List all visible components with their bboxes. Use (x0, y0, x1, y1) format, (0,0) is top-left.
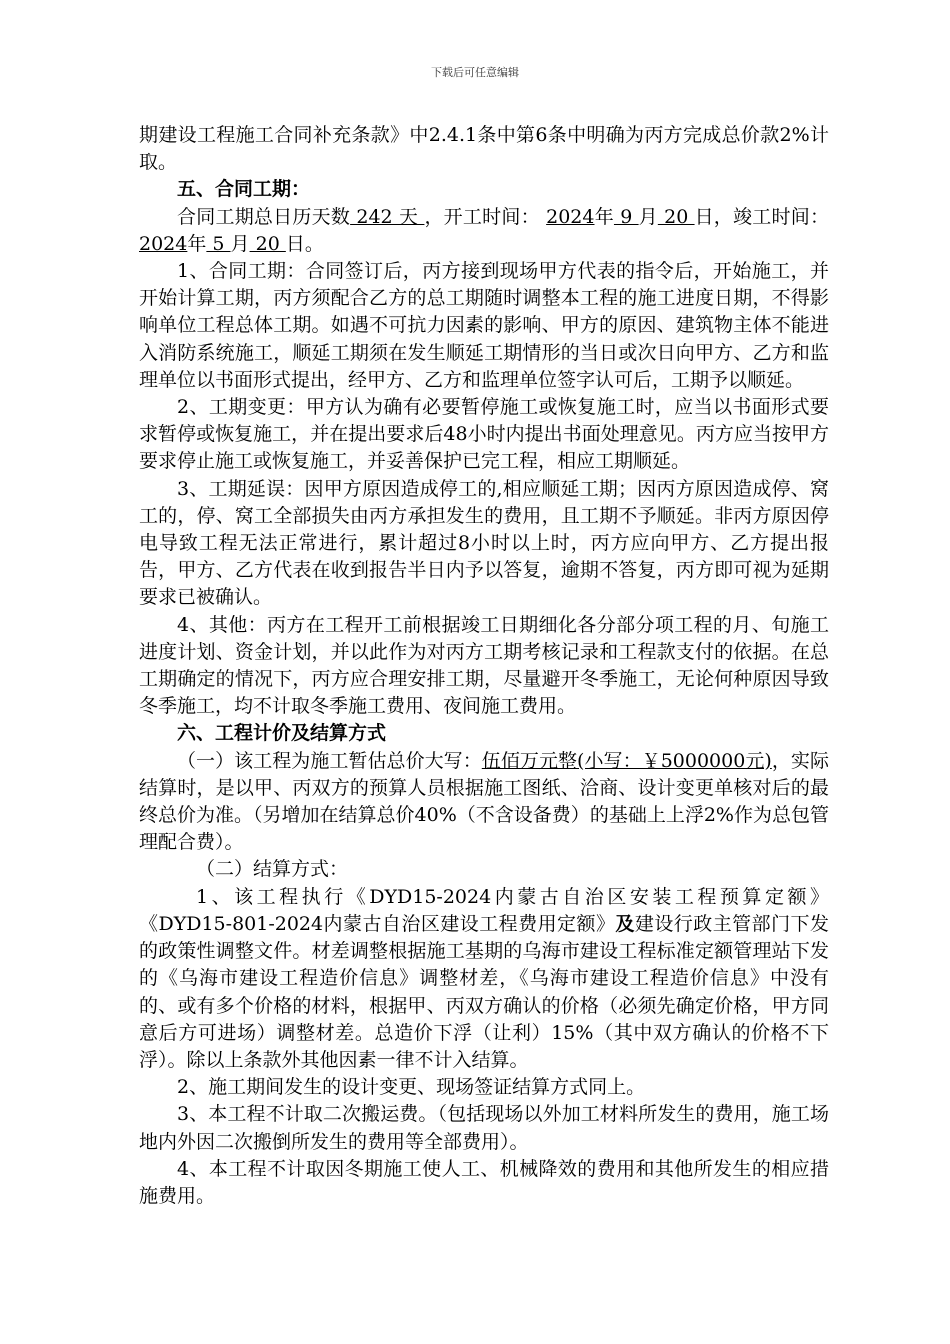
end-month: 5 (206, 232, 231, 255)
section-6-paragraph-2: （二）结算方式： (196, 858, 349, 881)
start-label: ，开工时间： (424, 205, 547, 228)
section-6-item-4: 4、本工程不计取因冬期施工使人工、机械降效的费用和其他所发生的相应措施费用。 (139, 1157, 829, 1207)
day-char: 日。 (285, 232, 324, 255)
contract-duration-line (139, 204, 829, 258)
section-5-item-3: 3、工期延误：因甲方原因造成停工的,相应顺延工期；因丙方原因造成停、窝工的，停、窝工全部损失由丙方承担发生的费用，且工期不予顺延。非丙方原因停电导致工程无法正常进行，累计超过8小时以上时，丙方应向甲方、乙方提出报告，甲方、乙方代表在收到报告半日内予以答复，逾期不答复，丙方即可视为延期要求已被确认。 (139, 477, 829, 609)
duration-label: 合同工期总日历天数 (177, 205, 351, 228)
start-month: 9 (613, 205, 639, 228)
section-6-item-2: 2、施工期间发生的设计变更、现场签证结算方式同上。 (177, 1076, 646, 1099)
year-char: 年 (187, 232, 207, 255)
document-body (139, 122, 829, 1210)
estimate-label: （一）该工程为施工暂估总价大写： (177, 749, 482, 772)
end-day: 20 (249, 232, 286, 255)
item-1-bold: 及 (615, 912, 635, 935)
section-6-item-3: 3、本工程不计取二次搬运费。（包括现场以外加工材料所发生的费用，施工场地内外因二次搬倒所发生的费用等全部费用）。 (139, 1103, 829, 1153)
start-year: 2024 (546, 205, 595, 228)
item-1-rest: 建设行政主管部门下发的政策性调整文件。材差调整根据施工基期的乌海市建设工程标准定额管理站下发的《乌海市建设工程造价信息》调整材差，《乌海市建设工程造价信息》中没有的、或有多个价格的材料，根据甲、丙双方确认的价格（必须先确定价格，甲方同意后方可进场）调整材差。总造价下浮（让利）15%（其中双方确认的价格不下浮）。除以上条款外其他因素一律不计入结算。 (139, 912, 829, 1071)
section-5-item-1: 1、合同工期：合同签订后，丙方接到现场甲方代表的指令后，开始施工，并开始计算工期，丙方须配合乙方的总工期随时调整本工程的施工进度日期，不得影响单位工程总体工期。如遇不可抗力因素的影响、甲方的原因、建筑物主体不能进入消防系统施工，顺延工期须在发生顺延工期情形的当日或次日向甲方、乙方和监理单位以书面形式提出，经甲方、乙方和监理单位签字认可后，工期予以顺延。 (139, 260, 829, 391)
section-6-item-1 (139, 884, 829, 1074)
start-day: 20 (657, 205, 695, 228)
year-char: 年 (594, 205, 614, 228)
end-year: 2024 (139, 232, 188, 255)
duration-days: 242 天 (350, 205, 425, 228)
estimate-amount: 伍佰万元整(小写：￥5000000元) (481, 749, 772, 772)
item-1-start: 1、该工程执行《DYD15-2024内蒙古自治区安装工程预算定额》《DYD15-801-2024内蒙古自治区建设工程费用定额》 (139, 885, 829, 935)
estimate-detail: ，实际结算时，是以甲、丙双方的预算人员根据施工图纸、洽商、设计变更单核对后的最终总价为准。（另增加在结算总价40%（不含设备费）的基础上上浮2%作为总包管理配合费）。 (139, 749, 829, 854)
section-5-item-2: 2、工期变更：甲方认为确有必要暂停施工或恢复施工时，应当以书面形式要求暂停或恢复施工，并在提出要求后48小时内提出书面处理意见。丙方应当按甲方要求停止施工或恢复施工，并妥善保护已完工程，相应工期顺延。 (139, 396, 829, 473)
month-char: 月 (230, 232, 250, 255)
end-label: 日，竣工时间： (694, 205, 829, 228)
page-header: 下载后可任意编辑 (431, 66, 519, 79)
intro-paragraph: 期建设工程施工合同补充条款》中2.4.1条中第6条中明确为丙方完成总价款2%计取。 (139, 124, 829, 174)
section-5-item-4: 4、其他：丙方在工程开工前根据竣工日期细化各分部分项工程的月、旬施工进度计划、资金计划，并以此作为对丙方工期考核记录和工程款支付的依据。在总工期确定的情况下，丙方应合理安排工期，尽量避开冬季施工，无论何种原因导致冬季施工，均不计取冬季施工费用、夜间施工费用。 (139, 613, 829, 718)
section-6-paragraph-1 (139, 748, 829, 857)
section-6-heading: 六、工程计价及结算方式 (177, 722, 387, 745)
month-char: 月 (638, 205, 658, 228)
section-5-heading: 五、合同工期： (177, 178, 311, 201)
